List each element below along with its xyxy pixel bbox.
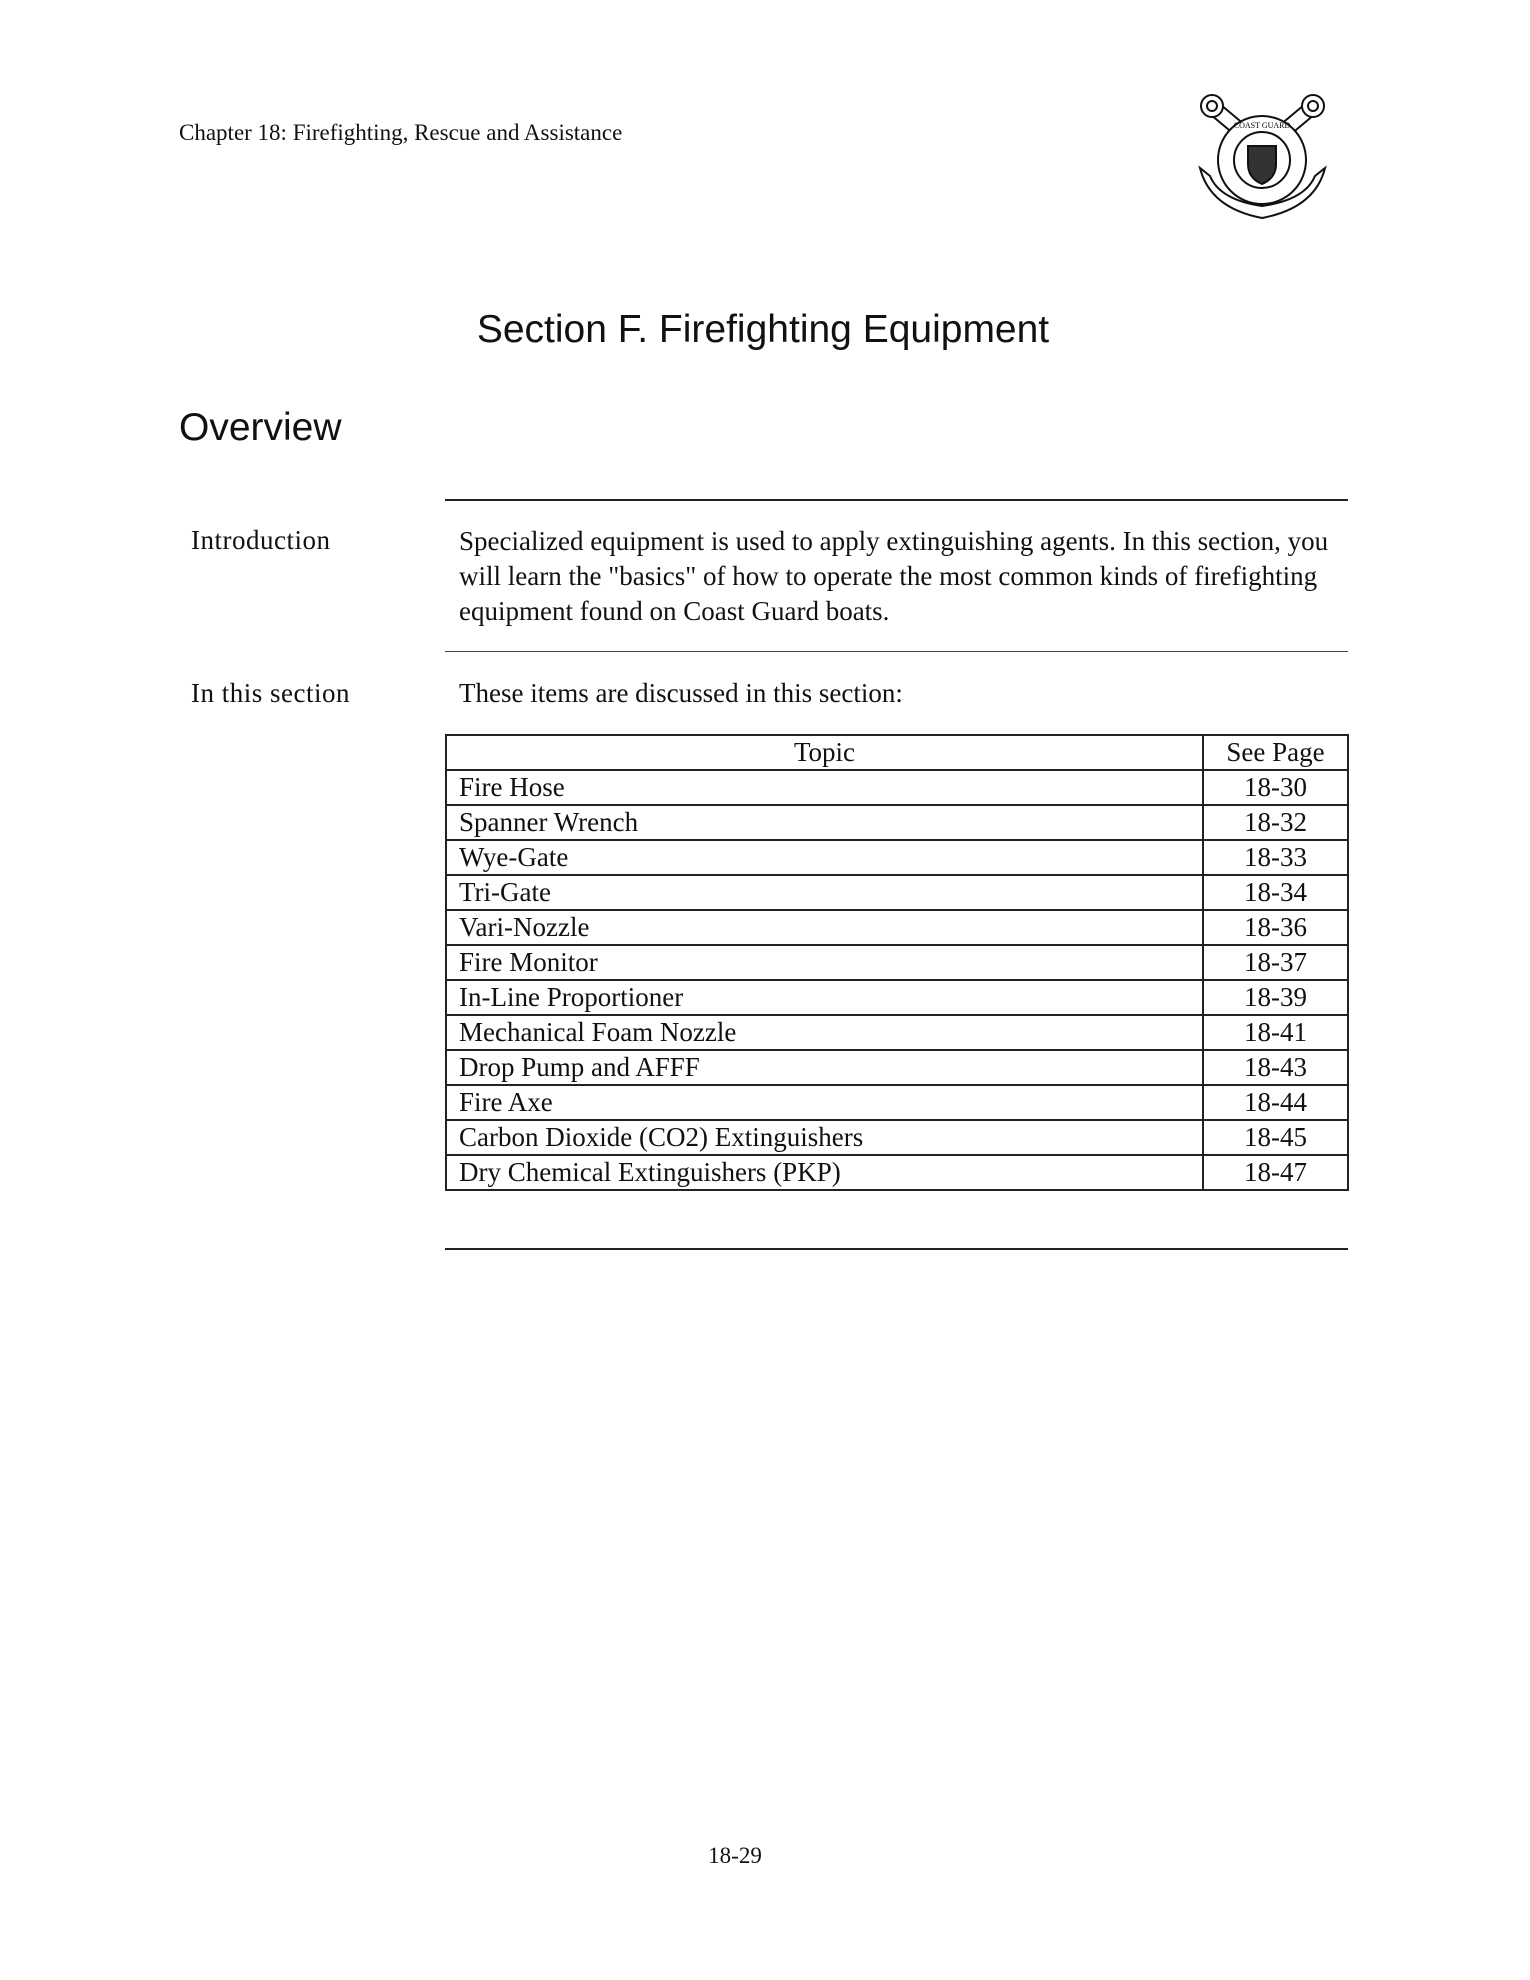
table-row: [446, 805, 1348, 840]
page-cell: 18-44: [1203, 1085, 1348, 1120]
page-cell: 18-47: [1203, 1155, 1348, 1190]
table-row: [446, 875, 1348, 910]
in-this-section-label: In this section: [191, 678, 350, 708]
divider: [445, 1248, 1348, 1250]
page-cell: 18-36: [1203, 910, 1348, 945]
topic-cell: In-Line Proportioner: [446, 980, 1203, 1015]
page-cell: 18-43: [1203, 1050, 1348, 1085]
page-number: 18-29: [708, 1843, 762, 1868]
page-cell: 18-41: [1203, 1015, 1348, 1050]
table-row: [446, 1050, 1348, 1085]
topic-cell: Fire Hose: [446, 770, 1203, 805]
table-row: [446, 840, 1348, 875]
table-row: [446, 1015, 1348, 1050]
table-row: [446, 910, 1348, 945]
table-row: [446, 1085, 1348, 1120]
page-cell: 18-37: [1203, 945, 1348, 980]
topic-cell: Wye-Gate: [446, 840, 1203, 875]
svg-text:COAST GUARD: COAST GUARD: [1233, 121, 1291, 130]
topics-table: [445, 734, 1349, 1191]
topic-cell: Drop Pump and AFFF: [446, 1050, 1203, 1085]
page-cell: 18-33: [1203, 840, 1348, 875]
table-header-row: [446, 735, 1348, 770]
see-page-header: See Page: [1203, 735, 1348, 770]
topic-cell: Fire Monitor: [446, 945, 1203, 980]
page-cell: 18-30: [1203, 770, 1348, 805]
table-row: [446, 945, 1348, 980]
table-row: [446, 1120, 1348, 1155]
topic-cell: Mechanical Foam Nozzle: [446, 1015, 1203, 1050]
introduction-text: Specialized equipment is used to apply extinguishing agents. In this section, you will learn the "basics" of how to operate the most common kinds of firefighting equipment found on Coast Guard boats.: [459, 526, 1329, 626]
topic-cell: Vari-Nozzle: [446, 910, 1203, 945]
coast-guard-emblem-logo: [1190, 88, 1335, 226]
topic-cell: Spanner Wrench: [446, 805, 1203, 840]
introduction-label: Introduction: [191, 525, 331, 555]
in-this-section-text: These items are discussed in this section:: [459, 678, 903, 708]
table-row: [446, 1155, 1348, 1190]
page-cell: 18-45: [1203, 1120, 1348, 1155]
page-cell: 18-32: [1203, 805, 1348, 840]
topic-cell: Fire Axe: [446, 1085, 1203, 1120]
divider: [445, 651, 1348, 652]
topic-cell: Dry Chemical Extinguishers (PKP): [446, 1155, 1203, 1190]
table-row: [446, 980, 1348, 1015]
section-title-text: Section F. Firefighting Equipment: [476, 308, 1050, 351]
divider: [445, 499, 1348, 501]
topic-cell: Tri-Gate: [446, 875, 1203, 910]
section-title: [0, 308, 1530, 352]
page-cell: 18-39: [1203, 980, 1348, 1015]
page-cell: 18-34: [1203, 875, 1348, 910]
overview-heading: Overview: [179, 406, 342, 449]
table-row: [446, 770, 1348, 805]
topic-header: Topic: [446, 735, 1203, 770]
chapter-header: Chapter 18: Firefighting, Rescue and Assistance: [179, 120, 623, 145]
topic-cell: Carbon Dioxide (CO2) Extinguishers: [446, 1120, 1203, 1155]
